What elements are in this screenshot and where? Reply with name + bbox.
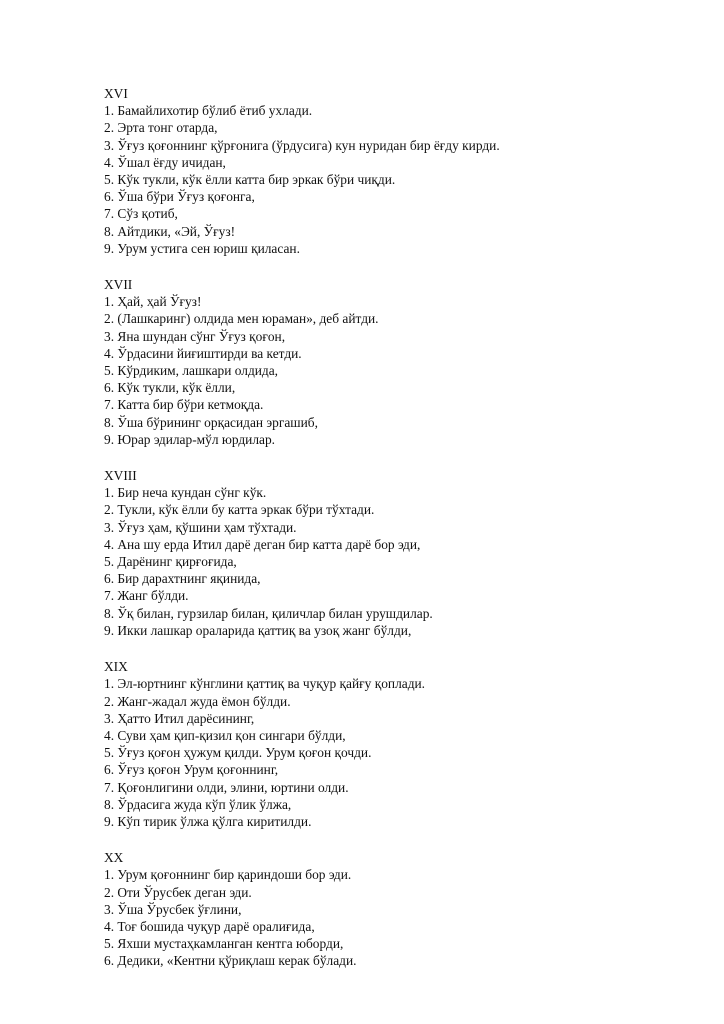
verse-line: 6. Ўғуз қоғон Урум қоғоннинг, [104,762,279,778]
verse-line: 1. Урум қоғоннинг бир қариндоши бор эди. [104,867,352,883]
verse-line: 6. Бир дарахтнинг яқинида, [104,571,261,587]
verse-line: 5. Яхши мустаҳкамланган кентга юборди, [104,936,344,952]
section-xviii [104,467,684,639]
verse-line: 7. Сўз қотиб, [104,206,178,222]
section-xvi [104,85,684,257]
section-xix [104,658,684,830]
verse-line: 8. Ўқ билан, гурзилар билан, қиличлар билан урушдилар. [104,605,433,621]
verse-line: 9. Юрар эдилар-мўл юрдилар. [104,431,276,447]
verse-line: 9. Урум устига сен юриш қиласан. [104,240,300,256]
verse-line: 1. Бамайлихотир бўлиб ётиб ухлади. [104,103,313,119]
verse-line: 8. Айтдики, «Эй, Ўғуз! [104,223,236,239]
section-heading: XVI [104,86,128,101]
verse-line: 3. Ўғуз қоғоннинг қўрғонига (ўрдусига) кун нуридан бир ёғду кирди. [104,137,500,153]
verse-line: 1. Ҳай, ҳай Ўғуз! [104,294,202,310]
verse-line: 8. Ўрдасига жуда кўп ўлик ўлжа, [104,796,292,812]
verse-line: 4. Суви ҳам қип-қизил қон сингари бўлди, [104,727,346,743]
verse-line: 1. Бир неча кундан сўнг кўк. [104,485,267,501]
verse-line: 9. Икки лашкар ораларида қаттиқ ва узоқ жанг бўлди, [104,622,412,638]
verse-line: 1. Эл-юртнинг кўнглини қаттиқ ва чуқур қайғу қоплади. [104,676,426,692]
verse-line: 6. Ўша бўри Ўғуз қоғонга, [104,189,255,205]
verse-line: 6. Дедики, «Кентни қўриқлаш керак бўлади. [104,953,357,969]
section-heading: XIX [104,659,128,675]
verse-line: 4. Ўшал ёғду ичидан, [104,154,226,170]
verse-line: 2. Жанг-жадал жуда ёмон бўлди. [104,693,291,709]
section-heading: XX [104,850,124,866]
verse-line: 3. Ўғуз ҳам, қўшини ҳам тўхтади. [104,519,297,535]
verse-line: 2. (Лашкаринг) олдида мен юраман», деб айтди. [104,311,379,327]
verse-line: 2. Эрта тонг отарда, [104,120,218,136]
verse-line: 7. Қоғонлигини олди, элини, юртини олди. [104,779,349,795]
verse-line: 3. Ҳатто Итил дарёсининг, [104,710,255,726]
verse-line: 3. Яна шундан сўнг Ўғуз қоғон, [104,328,286,344]
verse-line: 2. Тукли, кўк ёлли бу катта эркак бўри тўхтади. [104,502,375,518]
verse-line: 8. Ўша бўрининг орқасидан эргашиб, [104,414,318,430]
section-xx [104,849,684,969]
verse-line: 2. Оти Ўрусбек деган эди. [104,884,252,900]
verse-line: 5. Ўғуз қоғон ҳужум қилди. Урум қоғон қочди. [104,745,372,761]
verse-line: 6. Кўк тукли, кўк ёлли, [104,380,236,396]
verse-line: 4. Ана шу ерда Итил дарё деган бир катта дарё бор эди, [104,536,421,552]
document-body [104,85,684,989]
verse-line: 5. Кўрдиким, лашкари олдида, [104,363,279,379]
verse-line: 5. Кўк тукли, кўк ёлли катта бир эркак бўри чиқди. [104,172,396,188]
section-xvii [104,276,684,448]
verse-line: 4. Тоғ бошида чуқур дарё оралиғида, [104,918,315,934]
section-heading: XVII [104,277,133,293]
verse-line: 7. Катта бир бўри кетмоқда. [104,397,264,413]
verse-line: 5. Дарёнинг қирғоғида, [104,554,237,570]
section-heading: XVIII [104,468,137,484]
verse-line: 3. Ўша Ўрусбек ўғлини, [104,901,242,917]
verse-line: 4. Ўрдасини йиғиштирди ва кетди. [104,345,302,361]
verse-line: 9. Кўп тирик ўлжа қўлга киритилди. [104,813,312,829]
verse-line: 7. Жанг бўлди. [104,588,189,604]
